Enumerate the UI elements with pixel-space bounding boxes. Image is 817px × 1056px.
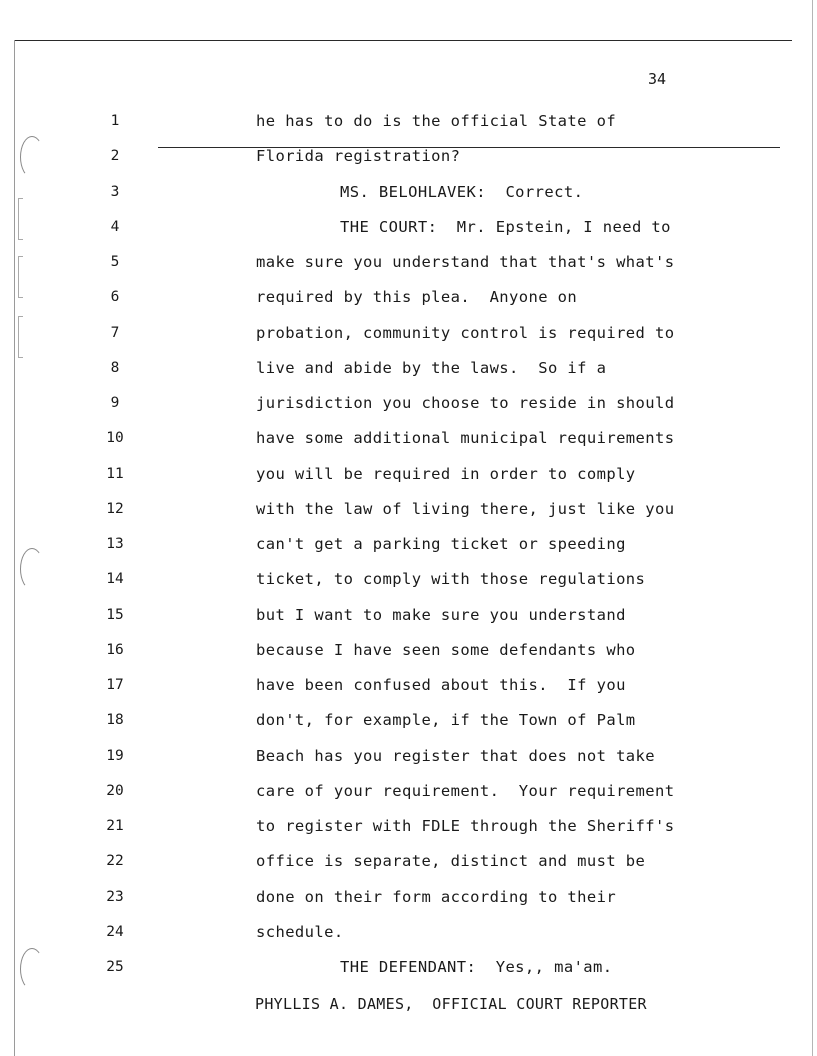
line-number: 14 xyxy=(106,571,124,588)
transcript-line xyxy=(0,217,817,237)
line-text: can't get a parking ticket or speeding xyxy=(256,535,626,553)
line-number: 25 xyxy=(106,959,124,975)
line-text: live and abide by the laws. So if a xyxy=(256,358,607,377)
transcript-line xyxy=(0,499,817,519)
transcript-line xyxy=(0,323,817,343)
line-number: 11 xyxy=(106,465,124,482)
transcript-line xyxy=(0,393,817,413)
transcript-line xyxy=(0,851,817,871)
line-number: 16 xyxy=(106,641,124,658)
line-number: 8 xyxy=(110,359,120,376)
line-number: 15 xyxy=(106,606,124,623)
transcript-line xyxy=(0,887,817,907)
transcript-line xyxy=(0,146,817,166)
page-number: 34 xyxy=(648,70,667,88)
line-number: 24 xyxy=(106,923,124,940)
line-text: to register with FDLE through the Sheriff's xyxy=(256,817,675,835)
transcript-line xyxy=(0,358,817,378)
line-text: THE COURT: Mr. Epstein, I need to xyxy=(340,217,671,236)
line-number: 2 xyxy=(110,148,120,165)
line-number: 9 xyxy=(110,395,120,411)
transcript-line xyxy=(0,781,817,801)
line-number: 22 xyxy=(106,853,124,870)
line-text: have some additional municipal requirements xyxy=(256,429,675,448)
line-number: 10 xyxy=(106,430,124,447)
line-text: he has to do is the official State of xyxy=(256,112,617,130)
line-text: jurisdiction you choose to reside in should xyxy=(256,394,675,412)
line-text: care of your requirement. Your requirement xyxy=(256,781,675,800)
transcript-line xyxy=(0,640,817,660)
line-number: 21 xyxy=(106,818,124,834)
transcript-line xyxy=(0,569,817,589)
line-text: MS. BELOHLAVEK: Correct. xyxy=(340,182,584,201)
line-number: 3 xyxy=(110,183,120,200)
line-number: 1 xyxy=(110,113,120,129)
transcript-line xyxy=(0,111,817,131)
transcript-line xyxy=(0,428,817,448)
line-number: 18 xyxy=(106,712,124,729)
line-number: 4 xyxy=(110,218,120,235)
transcript-line xyxy=(0,710,817,730)
transcript-line xyxy=(0,252,817,272)
line-text: Beach has you register that does not take xyxy=(256,746,656,765)
line-text: make sure you understand that that's what's xyxy=(256,253,675,271)
line-number: 6 xyxy=(110,289,120,306)
line-number: 20 xyxy=(106,782,124,799)
line-text: Florida registration? xyxy=(256,147,461,166)
transcript-line xyxy=(0,534,817,554)
line-text: probation, community control is required to xyxy=(256,323,675,342)
line-text: office is separate, distinct and must be xyxy=(256,852,646,871)
line-text: required by this plea. Anyone on xyxy=(256,288,578,307)
transcript-line xyxy=(0,675,817,695)
line-number: 13 xyxy=(106,536,124,552)
line-number: 5 xyxy=(110,254,120,270)
line-text: ticket, to comply with those regulations xyxy=(256,570,646,589)
transcript-line xyxy=(0,464,817,484)
line-text: schedule. xyxy=(256,922,344,941)
line-text: with the law of living there, just like you xyxy=(256,499,675,518)
transcript-line xyxy=(0,816,817,836)
transcript-line xyxy=(0,922,817,942)
line-text: THE DEFENDANT: Yes,, ma'am. xyxy=(340,958,613,976)
line-text: because I have seen some defendants who xyxy=(256,640,636,659)
line-number: 7 xyxy=(110,324,120,341)
line-number: 23 xyxy=(106,888,124,905)
transcript-line xyxy=(0,957,817,977)
transcript-line xyxy=(0,287,817,307)
line-number: 19 xyxy=(106,747,124,764)
top-rule xyxy=(14,40,792,41)
line-text: you will be required in order to comply xyxy=(256,464,636,483)
transcript-line xyxy=(0,746,817,766)
transcript-line xyxy=(0,182,817,202)
transcript-line xyxy=(0,605,817,625)
line-number: 17 xyxy=(106,677,124,693)
line-text: but I want to make sure you understand xyxy=(256,605,626,624)
line-text: have been confused about this. If you xyxy=(256,676,626,694)
line-text: don't, for example, if the Town of Palm xyxy=(256,711,636,730)
court-reporter-footer: PHYLLIS A. DAMES, OFFICIAL COURT REPORTER xyxy=(255,995,647,1013)
line-number: 12 xyxy=(106,500,124,517)
line-text: done on their form according to their xyxy=(256,887,617,906)
